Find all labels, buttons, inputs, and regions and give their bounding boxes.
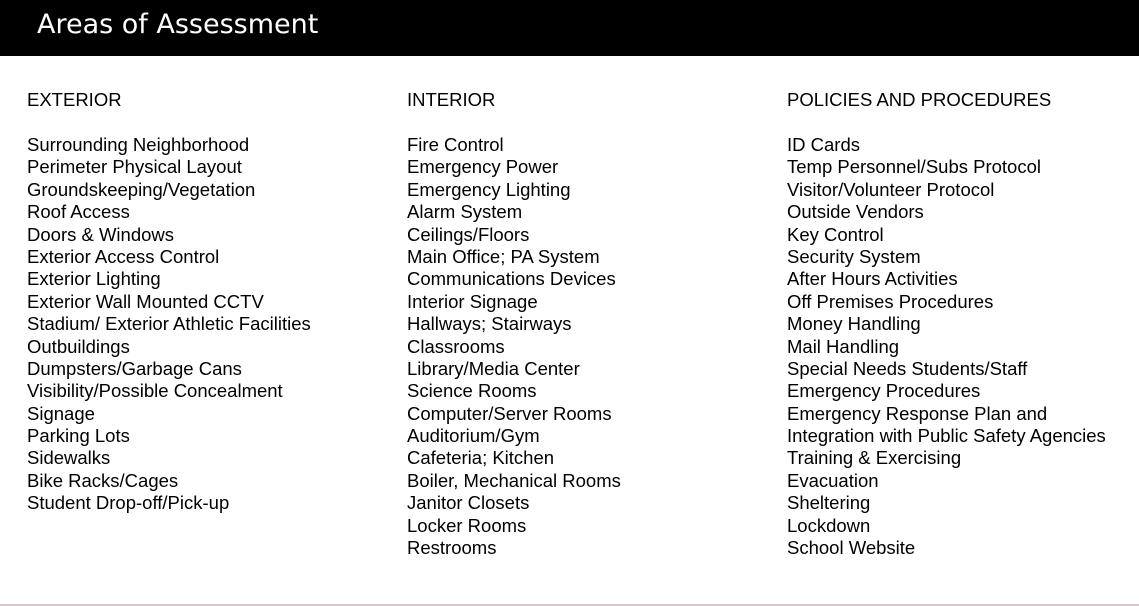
list-item: Sheltering [787,492,871,514]
list-item: Emergency Response Plan and [787,402,1048,424]
list-item: Perimeter Physical Layout [27,156,242,178]
list-item: Alarm System [407,201,523,223]
list-item: Cafeteria; Kitchen [407,447,555,469]
list-item: Stadium/ Exterior Athletic Facilities [27,313,311,335]
list-item: Dumpsters/Garbage Cans [27,357,242,379]
interior-column [407,88,621,559]
list-item: Roof Access [27,201,130,223]
list-item: Student Drop-off/Pick-up [27,492,230,514]
list-item: Sidewalks [27,447,111,469]
list-item: Science Rooms [407,380,537,402]
list-item: Lockdown [787,514,871,536]
list-item: Groundskeeping/Vegetation [27,178,256,200]
list-item: Bike Racks/Cages [27,469,179,491]
list-item: Computer/Server Rooms [407,402,612,424]
list-item: Special Needs Students/Staff [787,357,1028,379]
list-item: Mail Handling [787,335,900,357]
interior-heading: INTERIOR [407,89,496,110]
list-item: Communications Devices [407,268,616,290]
list-item: Main Office; PA System [407,245,600,267]
list-item: Security System [787,245,921,267]
list-item: Surrounding Neighborhood [27,134,250,155]
list-item: School Website [787,537,916,559]
list-item: Key Control [787,223,884,245]
policies-column [787,88,1106,559]
list-item: Classrooms [407,335,505,357]
list-item: Doors & Windows [27,223,175,245]
slide-title: Areas of Assessment [37,9,319,40]
list-item: Emergency Power [407,156,559,178]
exterior-list [27,134,311,515]
list-item: Fire Control [407,134,504,155]
list-item: Library/Media Center [407,357,580,379]
list-item: Restrooms [407,537,497,559]
policies-list [787,134,1106,559]
list-item: Auditorium/Gym [407,425,540,447]
list-item: Outside Vendors [787,201,924,223]
list-item: Integration with Public Safety Agencies [787,425,1106,447]
list-item: Parking Lots [27,425,130,447]
list-item: Boiler, Mechanical Rooms [407,469,621,491]
list-item: Exterior Wall Mounted CCTV [27,290,264,312]
list-item: Exterior Lighting [27,268,161,290]
list-item: Ceilings/Floors [407,223,530,245]
list-item: Interior Signage [407,290,538,312]
list-item: Exterior Access Control [27,245,220,267]
list-item: Visibility/Possible Concealment [27,380,283,402]
list-item: After Hours Activities [787,268,958,290]
list-item: Outbuildings [27,335,130,357]
list-item: Temp Personnel/Subs Protocol [787,156,1041,178]
list-item: Hallways; Stairways [407,313,572,335]
list-item: Janitor Closets [407,492,530,514]
list-item: Off Premises Procedures [787,290,994,312]
list-item: Money Handling [787,313,921,335]
policies-heading: POLICIES AND PROCEDURES [787,89,1052,110]
list-item: Visitor/Volunteer Protocol [787,178,995,200]
interior-list [407,134,621,559]
exterior-column [27,88,311,515]
list-item: ID Cards [787,134,860,155]
exterior-heading: EXTERIOR [27,89,122,110]
list-item: Emergency Lighting [407,178,571,200]
title-bar [0,0,1139,56]
list-item: Emergency Procedures [787,380,981,402]
list-item: Signage [27,402,95,424]
list-item: Training & Exercising [787,447,962,469]
list-item: Evacuation [787,469,879,491]
list-item: Locker Rooms [407,514,527,536]
